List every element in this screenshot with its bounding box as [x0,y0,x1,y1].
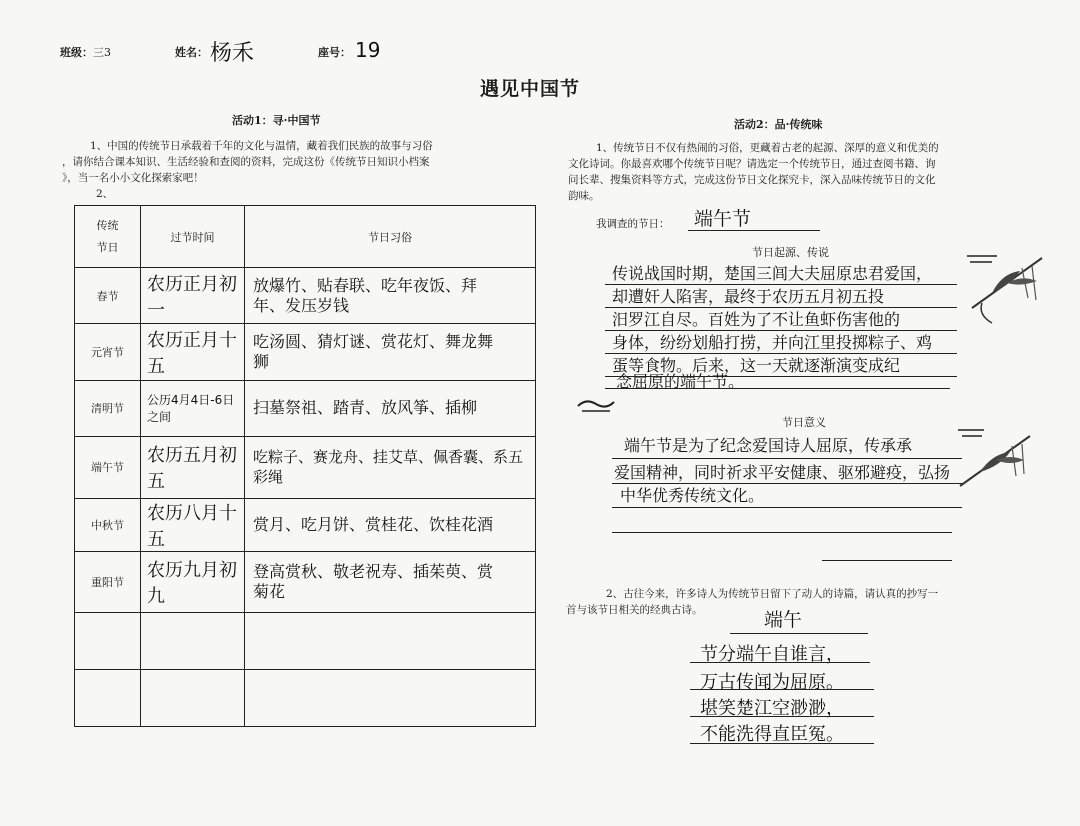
festival-time: 农历八月十五 [141,499,245,552]
ruled-line [605,330,957,331]
bamboo-decoration-icon [952,424,1042,504]
festival-customs: 吃粽子、赛龙舟、挂艾草、佩香囊、系五 彩绳 [245,436,536,498]
activity2-intro-line: 韵味。 [568,190,600,202]
ruled-line [612,507,962,508]
table-row [75,436,536,498]
ruled-line [690,716,874,717]
festival-customs: 赏月、吃月饼、赏桂花、饮桂花酒 [245,499,536,552]
activity2-intro-line: 问长辈、搜集资料等方式，完成这份节日文化探究卡，深入品味传统节日的文化 [568,174,936,186]
ruled-line [690,662,870,663]
seat-number: 19 [355,38,381,62]
table-row-empty [75,612,536,669]
poem-line: 堪笑楚江空渺渺， [700,698,844,719]
ruled-line [605,388,950,389]
meaning-line: 爱国精神，同时祈求平安健康、驱邪避疫，弘扬 [614,463,951,482]
origin-title: 节日起源、传说 [752,246,829,259]
activity2-title: 活动2：品·传统味 [734,118,823,131]
activity1-intro-line: 》，当一名小小文化探索家吧！ [62,172,204,184]
festival-time: 农历九月初九 [141,552,245,612]
activity1-intro-line: ，请你结合课本知识、生活经验和查阅的资料，完成这份《传统节日知识小档案 [62,156,430,168]
festival-time: 农历正月十五 [141,324,245,380]
class-label: 班级：三3 [60,46,111,59]
festival-customs: 扫墓祭祖、踏青、放风筝、插柳 [245,380,536,436]
origin-line: 念屈原的端午节。 [616,372,745,391]
ruled-line [605,376,957,377]
header-festival: 传统节日 [75,206,141,268]
activity2-intro-line: 1、传统节日不仅有热闹的习俗，更藏着古老的起源、深厚的意义和优美的 [596,142,939,154]
festival-name: 端午节 [75,436,141,498]
chosen-festival-label: 我调查的节日： [596,218,670,230]
bamboo-decoration-icon [962,248,1052,328]
ruled-line [605,307,957,308]
origin-line: 汨罗江自尽。百姓为了不让鱼虾伤害他的 [612,310,901,329]
origin-line: 蛋等食物。后来，这一天就逐渐演变成纪 [612,356,901,375]
table-header-row [75,206,536,268]
header-time: 过节时间 [141,206,245,268]
table-row [75,552,536,612]
table-row-empty [75,669,536,726]
class-value: 三3 [93,46,111,59]
chosen-festival-value: 端午节 [694,208,752,230]
activity1-item2: 2、 [96,188,114,200]
header-customs: 节日习俗 [245,206,536,268]
poem-line: 万古传闻为屈原。 [700,672,844,693]
activity1-intro-line: 1、中国的传统节日承载着千年的文化与温情，藏着我们民族的故事与习俗 [90,140,433,152]
festival-time: 公历4月4日-6日之间 [141,380,245,436]
name-label: 姓名： [175,46,208,59]
festival-name: 重阳节 [75,552,141,612]
festival-customs: 登高赏秋、敬老祝寿、插茱萸、赏 菊花 [245,552,536,612]
meaning-title: 节日意义 [782,416,826,429]
festival-name: 中秋节 [75,499,141,552]
ruled-line [612,532,952,533]
ruled-line [612,458,962,459]
table-row [75,380,536,436]
festival-customs: 放爆竹、贴春联、吃年夜饭、拜 年、发压岁钱 [245,268,536,324]
festival-table [74,205,536,727]
q2-line: 首与该节日相关的经典古诗。 [566,604,703,616]
ruled-line [690,689,874,690]
ruled-line [605,284,957,285]
activity2-intro-line: 文化诗词。你最喜欢哪个传统节日呢？请选定一个传统节日，通过查阅书籍、询 [568,158,936,170]
festival-name: 春节 [75,268,141,324]
activity1-intro [62,138,542,202]
festival-name: 元宵节 [75,324,141,380]
ruled-line [605,353,957,354]
student-name: 杨禾 [210,41,255,66]
ruled-line [730,633,868,634]
underline [688,230,820,231]
ruled-line [822,560,952,561]
festival-name: 清明节 [75,380,141,436]
wave-decoration-icon [576,392,616,414]
origin-line: 身体，纷纷划船打捞，并向江里投掷粽子、鸡 [612,333,933,352]
activity2-intro [568,140,1058,204]
poem-title: 端午 [764,609,803,631]
festival-time: 农历五月初五 [141,436,245,498]
ruled-line [690,743,874,744]
meaning-line: 中华优秀传统文化。 [620,486,765,505]
table-row [75,268,536,324]
ruled-line [612,483,962,484]
q2-line: 2、古往今来，许多诗人为传统节日留下了动人的诗篇，请认真的抄写一 [606,588,939,600]
meaning-line: 端午节是为了纪念爱国诗人屈原，传承承 [624,436,913,455]
origin-line: 却遭奸人陷害，最终于农历五月初五投 [612,287,885,306]
table-row [75,324,536,380]
festival-time: 农历正月初一 [141,268,245,324]
seat-label: 座号： [318,46,351,59]
activity1-title: 活动1：寻·中国节 [232,114,321,127]
origin-line: 传说战国时期，楚国三闾大夫屈原忠君爱国， [612,264,933,283]
poem-line: 不能洗得直臣冤。 [700,724,844,745]
page-title: 遇见中国节 [480,78,581,100]
question2 [566,586,1046,618]
poem-line: 节分端午自谁言， [700,644,844,665]
table-row [75,499,536,552]
festival-customs: 吃汤圆、猜灯谜、赏花灯、舞龙舞 狮 [245,324,536,380]
